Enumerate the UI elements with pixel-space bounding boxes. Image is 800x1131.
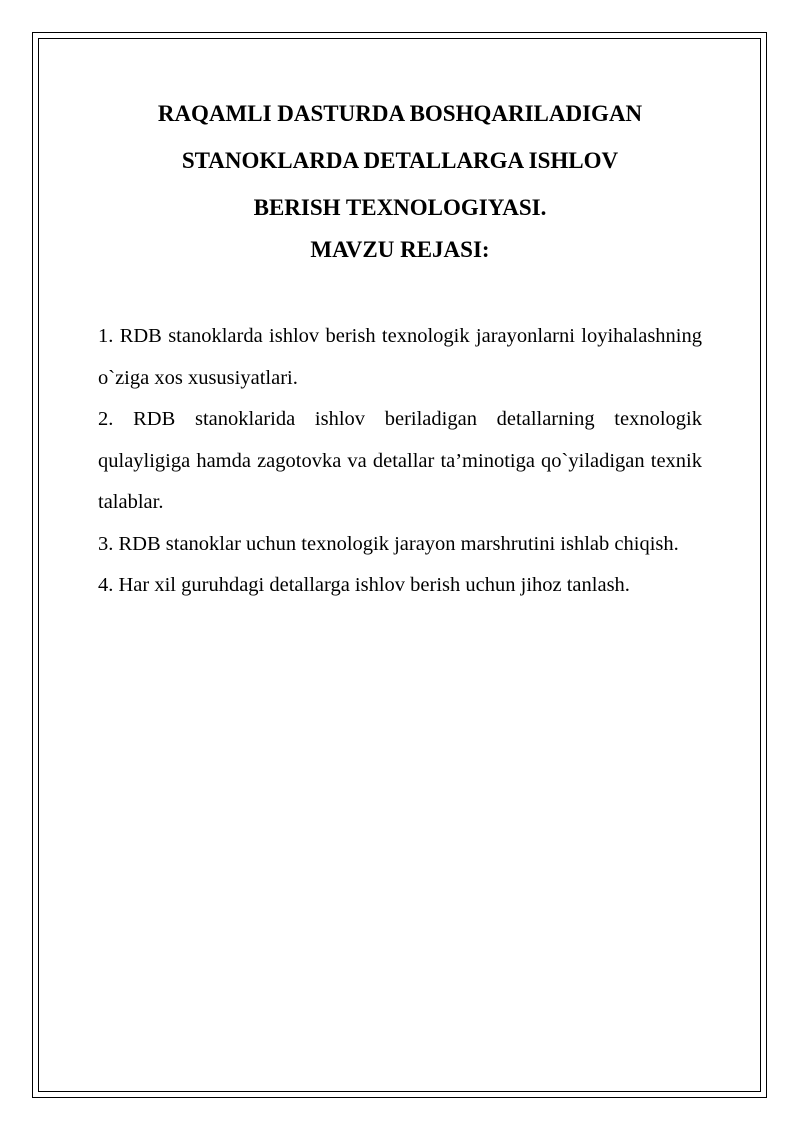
plan-item-2: 2. RDB stanoklarida ishlov beriladigan detallarning texnologik qulayligiga hamda zagotovka va detallar ta’minotiga qo`yiladigan texnik talablar.	[98, 408, 702, 513]
title-line-1: RAQAMLI DASTURDA BOSHQARILADIGAN	[157, 101, 643, 126]
plan-item-4: 4. Har xil guruhdagi detallarga ishlov berish uchun jihoz tanlash.	[98, 574, 630, 596]
document-title	[98, 90, 702, 231]
topic-plan-heading: MAVZU REJASI:	[310, 237, 490, 262]
topic-plan-list	[98, 316, 702, 607]
plan-item-3: 3. RDB stanoklar uchun texnologik jarayon marshrutini ishlab chiqish.	[98, 532, 679, 555]
title-line-3: BERISH TEXNOLOGIYASI.	[253, 195, 547, 220]
plan-item-1: 1. RDB stanoklarda ishlov berish texnologik jarayonlarni loyihalashning o`ziga xos xususiyatlari.	[98, 325, 702, 389]
title-line-2: STANOKLARDA DETALLARGA ISHLOV	[181, 148, 619, 173]
page-content	[98, 90, 702, 607]
